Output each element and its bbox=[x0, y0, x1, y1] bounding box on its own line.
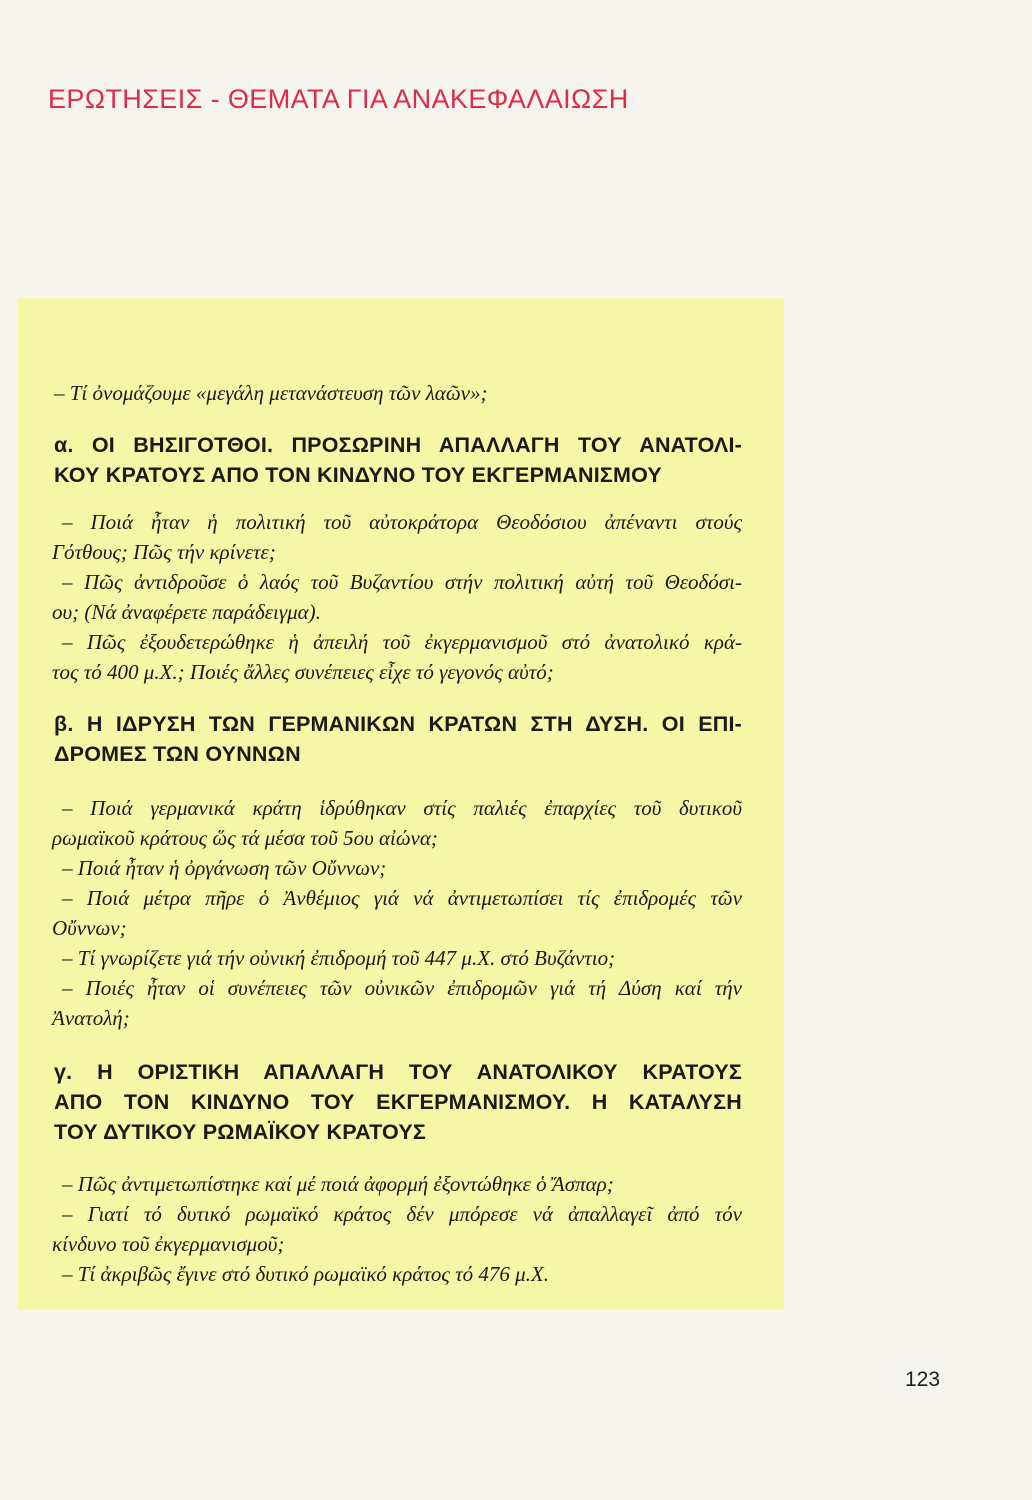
question-line: – Ποιά μέτρα πῆρε ὁ Ἀνθέμιος γιά νά ἀντιμετωπίσει τίς ἐπιδρομές τῶν bbox=[62, 886, 742, 910]
question-line: Ἀνατολή; bbox=[52, 1006, 130, 1030]
question-list bbox=[52, 793, 742, 1033]
section-b bbox=[52, 709, 742, 1033]
question-line: – Πῶς ἀντιμετωπίστηκε καί μέ ποιά ἀφορμή ἐξοντώθηκε ὁ Ἄσπαρ; bbox=[62, 1172, 614, 1196]
question-item bbox=[52, 627, 742, 687]
question-list bbox=[52, 1169, 742, 1289]
question-line: – Τί γνωρίζετε γιά τήν οὐνική ἐπιδρομή τοῦ 447 μ.Χ. στό Βυζάντιο; bbox=[62, 946, 616, 970]
question-item bbox=[62, 1169, 742, 1199]
intro-question bbox=[54, 378, 742, 408]
heading-line: γ. Η ΟΡΙΣΤΙΚΗ ΑΠΑΛΛΑΓΗ ΤΟΥ ΑΝΑΤΟΛΙΚΟΥ ΚΡΑΤΟΥΣ bbox=[54, 1060, 742, 1084]
heading-line: α. ΟΙ ΒΗΣΙΓΟΤΘΟΙ. ΠΡΟΣΩΡΙΝΗ ΑΠΑΛΛΑΓΗ ΤΟΥ ΑΝΑΤΟΛΙ- bbox=[54, 433, 742, 457]
question-item bbox=[52, 883, 742, 943]
question-line: ρωμαϊκοῦ κράτους ὥς τά μέσα τοῦ 5ου αἰώνα; bbox=[52, 826, 438, 850]
question-line: Οὔννων; bbox=[52, 916, 127, 940]
questions-content bbox=[52, 378, 742, 1289]
question-item bbox=[52, 793, 742, 853]
question-item bbox=[52, 567, 742, 627]
heading-line: ΚΟΥ ΚΡΑΤΟΥΣ ΑΠΟ ΤΟΝ ΚΙΝΔΥΝΟ ΤΟΥ ΕΚΓΕΡΜΑΝΙΣΜΟΥ bbox=[54, 463, 662, 487]
section-c bbox=[52, 1057, 742, 1289]
question-item bbox=[52, 973, 742, 1033]
question-line: – Ποιές ἦταν οἱ συνέπειες τῶν οὐνικῶν ἐπιδρομῶν γιά τή Δύση καί τήν bbox=[62, 976, 742, 1000]
heading-line: ΑΠΟ ΤΟΝ ΚΙΝΔΥΝΟ ΤΟΥ ΕΚΓΕΡΜΑΝΙΣΜΟΥ. Η ΚΑΤΑΛΥΣΗ bbox=[54, 1090, 742, 1114]
question-item bbox=[62, 943, 742, 973]
question-line: Γότθους; Πῶς τήν κρίνετε; bbox=[52, 540, 276, 564]
question-item bbox=[62, 853, 742, 883]
section-a bbox=[52, 430, 742, 687]
section-heading bbox=[54, 430, 742, 490]
heading-line: ΤΟΥ ΔΥΤΙΚΟΥ ΡΩΜΑΪΚΟΥ ΚΡΑΤΟΥΣ bbox=[54, 1120, 427, 1144]
section-heading bbox=[54, 1057, 742, 1147]
page-number: 123 bbox=[905, 1368, 941, 1391]
question-line: ου; (Νά ἀναφέρετε παράδειγμα). bbox=[52, 600, 321, 624]
heading-line: ΔΡΟΜΕΣ ΤΩΝ ΟΥΝΝΩΝ bbox=[54, 742, 301, 766]
page-title: ΕΡΩΤΗΣΕΙΣ - ΘΕΜΑΤΑ ΓΙΑ ΑΝΑΚΕΦΑΛΑΙΩΣΗ bbox=[48, 84, 629, 114]
question-item bbox=[52, 1199, 742, 1259]
question-item bbox=[52, 507, 742, 567]
question-line: – Τί ἀκριβῶς ἔγινε στό δυτικό ρωμαϊκό κράτος τό 476 μ.Χ. bbox=[62, 1262, 550, 1286]
question-list bbox=[52, 507, 742, 687]
question-line: – Ποιά ἦταν ἡ πολιτική τοῦ αὐτοκράτορα Θεοδόσιου ἀπέναντι στούς bbox=[62, 510, 742, 534]
question-line: – Ποιά ἦταν ἡ ὀργάνωση τῶν Οὔννων; bbox=[62, 856, 387, 880]
question-line: – Ποιά γερμανικά κράτη ἱδρύθηκαν στίς παλιές ἐπαρχίες τοῦ δυτικοῦ bbox=[62, 796, 742, 820]
question-item bbox=[62, 1259, 742, 1289]
question-line: – Τί ὀνομάζουμε «μεγάλη μετανάστευση τῶν λαῶν»; bbox=[54, 381, 488, 405]
heading-line: β. Η ΙΔΡΥΣΗ ΤΩΝ ΓΕΡΜΑΝΙΚΩΝ ΚΡΑΤΩΝ ΣΤΗ ΔΥΣΗ. ΟΙ ΕΠΙ- bbox=[54, 712, 742, 736]
question-line: – Γιατί τό δυτικό ρωμαϊκό κράτος δέν μπόρεσε νά ἀπαλλαγεῖ ἀπό τόν bbox=[62, 1202, 742, 1226]
question-line: κίνδυνο τοῦ ἐκγερμανισμοῦ; bbox=[52, 1232, 285, 1256]
question-line: – Πῶς ἀντιδροῦσε ὁ λαός τοῦ Βυζαντίου στήν πολιτική αὐτή τοῦ Θεοδόσι- bbox=[62, 570, 742, 594]
question-line: τος τό 400 μ.Χ.; Ποιές ἄλλες συνέπειες εἶχε τό γεγονός αὐτό; bbox=[52, 660, 554, 684]
section-heading bbox=[54, 709, 742, 769]
question-line: – Πῶς ἐξουδετερώθηκε ἡ ἀπειλή τοῦ ἐκγερμανισμοῦ στό ἀνατολικό κρά- bbox=[62, 630, 742, 654]
